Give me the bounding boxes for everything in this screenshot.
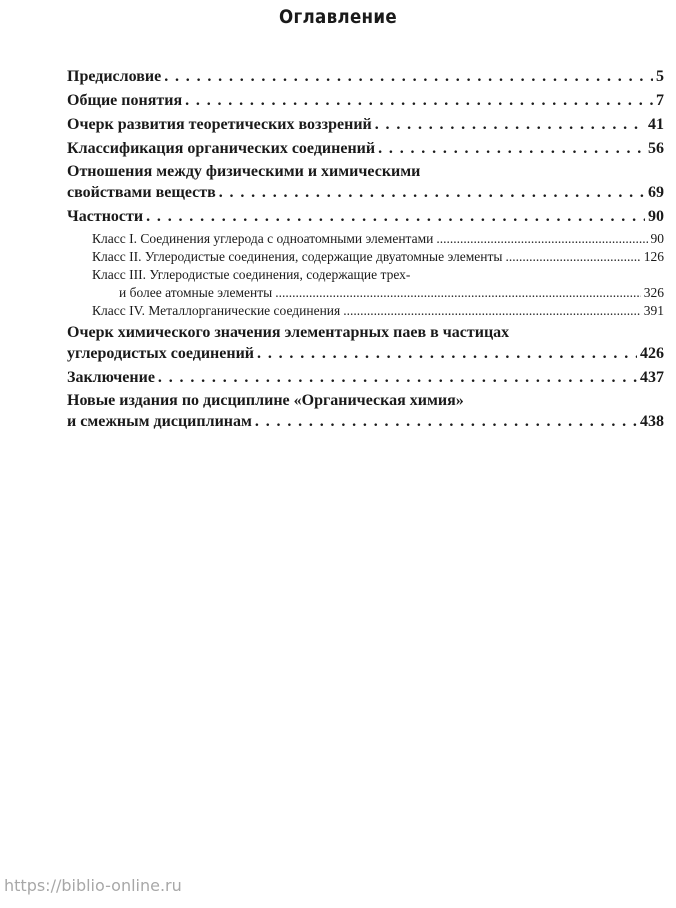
toc-page-number: 41 [648, 116, 664, 133]
toc-page-number: 426 [640, 345, 664, 362]
toc-entry-physical-chemical-relations[interactable] [67, 162, 664, 204]
leader-dots [146, 206, 645, 228]
toc-entry-title: Классификация органических соединений [67, 140, 376, 157]
leader-dots [343, 302, 641, 320]
toc-entry-particulars[interactable] [67, 206, 664, 228]
toc-entry-title: Класс II. Углеродистые соединения, содержащие двуатомные элементы [92, 249, 503, 264]
leader-dots [378, 138, 645, 160]
toc-entry-title: Очерк развития теоретических воззрений [67, 116, 372, 133]
toc-page-number: 391 [643, 303, 664, 318]
page-title: Оглавление [279, 6, 397, 28]
toc-entry-title-line1: Отношения между физическими и химическими [67, 163, 421, 180]
toc-entry-theory-essay[interactable] [67, 114, 664, 136]
toc-entry-title: Класс IV. Металлорганические соединения [92, 303, 341, 318]
toc-entry-title-line1: Класс III. Углеродистые соединения, содержащие трех- [92, 267, 411, 282]
leader-dots [375, 114, 645, 136]
leader-dots [164, 66, 653, 88]
toc-entry-title: и более атомные элементы [119, 285, 273, 300]
leader-dots [255, 411, 637, 433]
toc-page-number: 90 [650, 231, 664, 246]
toc-entry-general-concepts[interactable] [67, 90, 664, 112]
toc-page-number: 326 [643, 285, 664, 300]
toc-entry-classification[interactable] [67, 138, 664, 160]
toc-entry-title: углеродистых соединений [67, 345, 255, 362]
toc-entry-new-editions[interactable] [67, 391, 664, 433]
toc-entry-title: Класс I. Соединения углерода с одноатомными элементами [92, 231, 434, 246]
toc-entry-title: Предисловие [67, 68, 162, 85]
toc-subentry-class-3[interactable] [67, 266, 664, 302]
toc-entry-elementary-shares-essay[interactable] [67, 323, 664, 365]
toc-entry-title: Общие понятия [67, 92, 183, 109]
toc-page-number: 56 [648, 140, 664, 157]
toc-entry-title-line1: Очерк химического значения элементарных паев в частицах [67, 324, 510, 341]
leader-dots [219, 182, 645, 204]
toc-page-number: 5 [656, 68, 664, 85]
toc-page-number: 90 [648, 208, 664, 225]
source-url-watermark: https://biblio-online.ru [4, 876, 182, 895]
toc-subentry-class-1[interactable] [67, 230, 664, 248]
toc-page-number: 126 [643, 249, 664, 264]
toc-page-number: 7 [656, 92, 664, 109]
toc-page-number: 437 [640, 369, 664, 386]
table-of-contents [67, 66, 664, 435]
leader-dots [275, 284, 641, 302]
toc-subentry-class-2[interactable] [67, 248, 664, 266]
leader-dots [185, 90, 653, 112]
leader-dots [505, 248, 640, 266]
toc-entry-title: и смежным дисциплинам [67, 413, 252, 430]
toc-entry-title: Частности [67, 208, 144, 225]
toc-entry-title: Заключение [67, 369, 155, 386]
toc-entry-title: свойствами веществ [67, 184, 216, 201]
toc-page-number: 438 [640, 413, 664, 430]
leader-dots [436, 230, 647, 248]
toc-subentry-class-4[interactable] [67, 302, 664, 320]
toc-page-number: 69 [648, 184, 664, 201]
toc-entry-title-line1: Новые издания по дисциплине «Органическая химия» [67, 392, 464, 409]
toc-entry-preface[interactable] [67, 66, 664, 88]
leader-dots [257, 343, 637, 365]
leader-dots [158, 367, 637, 389]
toc-entry-conclusion[interactable] [67, 367, 664, 389]
